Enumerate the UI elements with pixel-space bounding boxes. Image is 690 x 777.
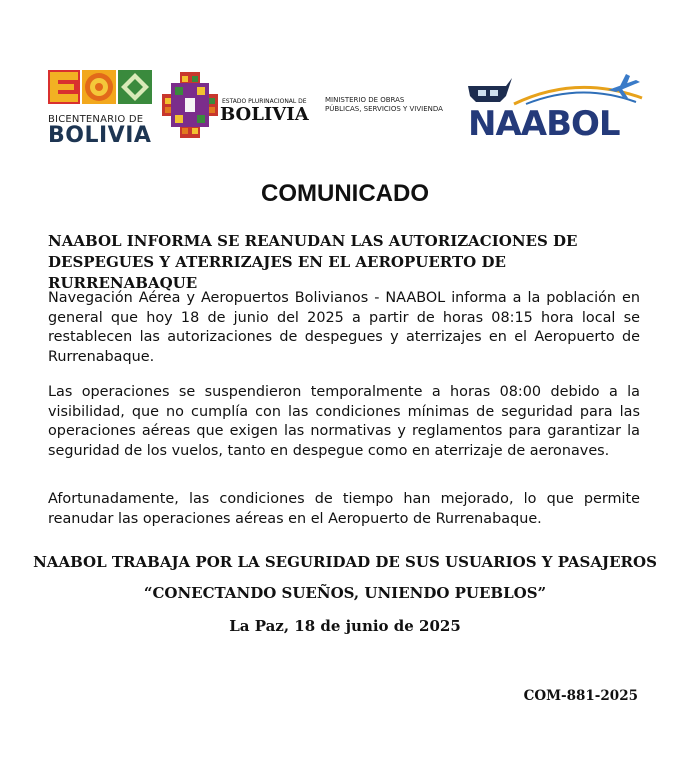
paragraph-2: Las operaciones se suspendieron temporalmente a horas 08:00 debido a la visibilidad, que no cumplía con las condiciones mínimas de seguridad para las operaciones aéreas que exigen las normativas y reglamentos para garantizar la seguridad de los vuelos, tanto en despegue como en aterrizaje de aeronaves. (48, 384, 640, 459)
estado-plurinacional-logo (162, 72, 312, 144)
naabol-emblem-icon (466, 74, 652, 108)
bicentenario-logo (48, 70, 158, 148)
bicentenario-emblem-icon (48, 70, 158, 112)
chakana-emblem-icon (162, 72, 218, 138)
bicentenario-name: BOLIVIA (48, 123, 152, 148)
document-reference: COM-881-2025 (523, 688, 638, 704)
slogan-safety: NAABOL TRABAJA POR LA SEGURIDAD DE SUS USUARIOS Y PASAJEROS (33, 553, 657, 571)
slogan-motto: “CONECTANDO SUEÑOS, UNIENDO PUEBLOS” (143, 584, 547, 602)
estado-name: BOLIVIA (220, 104, 309, 125)
document-title: COMUNICADO (261, 180, 429, 207)
ministerio-logo (325, 96, 465, 114)
logo-header (0, 66, 690, 146)
naabol-logo (466, 74, 652, 144)
naabol-name: NAABOL (468, 104, 620, 144)
place-date: La Paz, 18 de junio de 2025 (229, 617, 461, 635)
ministerio-line-2: PÚBLICAS, SERVICIOS Y VIVIENDA (325, 105, 443, 113)
paragraph-3: Afortunadamente, las condiciones de tiempo han mejorado, lo que permite reanudar las operaciones aéreas en el Aeropuerto de Rurrenabaque. (48, 491, 640, 527)
paragraph-1: Navegación Aérea y Aeropuertos Bolivianos - NAABOL informa a la población en general que hoy 18 de junio del 2025 a partir de horas 08:15 hora local se restablecen las autorizaciones de despegues y aterrizajes en el Aeropuerto de Rurrenabaque. (48, 290, 640, 365)
estado-label: ESTADO PLURINACIONAL DE (222, 98, 307, 105)
document-headline: NAABOL INFORMA SE REANUDAN LAS AUTORIZACIONES DE DESPEGUES Y ATERRIZAJES EN EL AEROPUERTO DE RURRENABAQUE (48, 232, 578, 292)
bicentenario-label: BICENTENARIO DE (48, 114, 144, 125)
ministerio-line-1: MINISTERIO DE OBRAS (325, 96, 405, 104)
